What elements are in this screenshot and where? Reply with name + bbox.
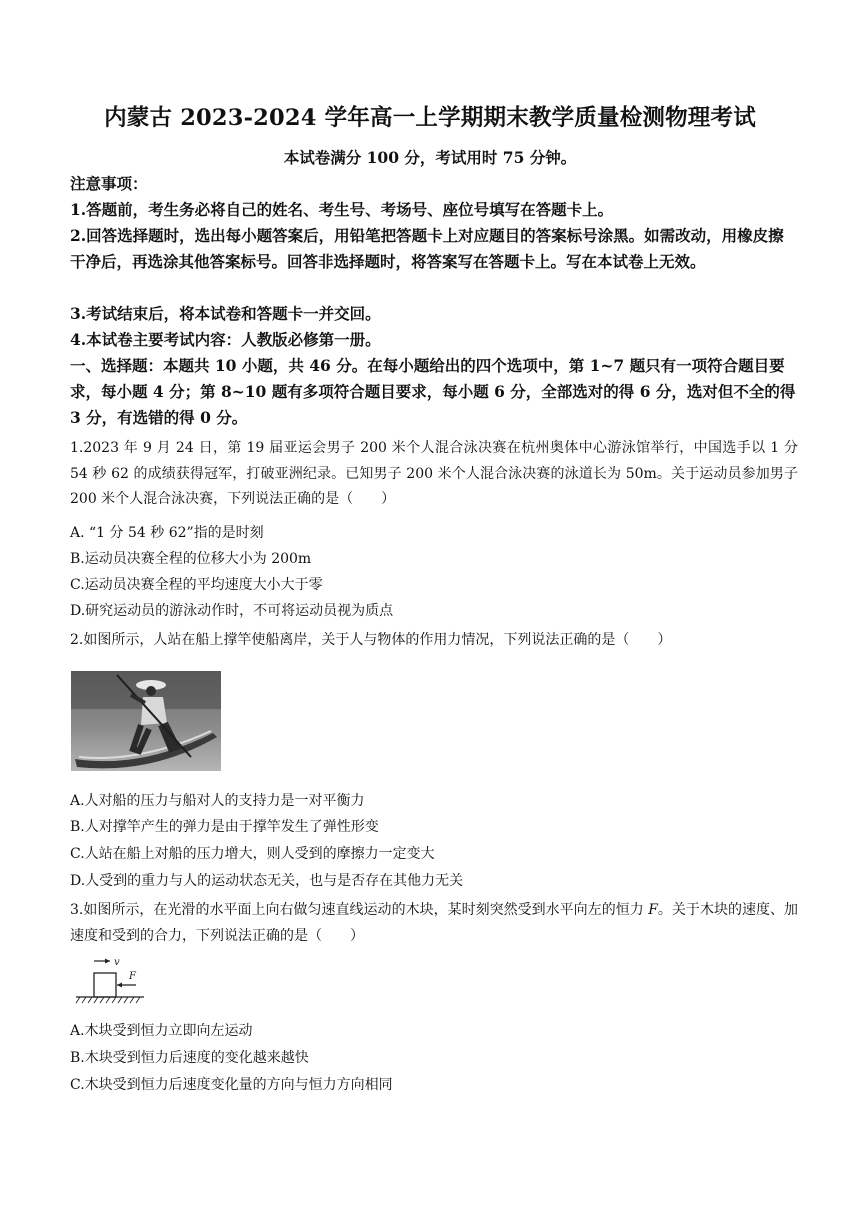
- force-variable: F: [648, 902, 658, 918]
- notice-item-4: 4.本试卷主要考试内容：人教版必修第一册。: [70, 330, 381, 349]
- notice-heading: 注意事项：: [70, 174, 148, 193]
- question-2-option-c: C.人站在船上对船的压力增大，则人受到的摩擦力一定变大: [70, 846, 435, 862]
- question-2-stem: 2.如图所示，人站在船上撑竿使船离岸，关于人与物体的作用力情况，下列说法正确的是（ ）: [70, 632, 672, 648]
- exam-title: 内蒙古 2023-2024 学年高一上学期期末教学质量检测物理考试: [104, 105, 756, 131]
- question-3-stem-start: 3.如图所示，在光滑的水平面上向右做匀速直线运动的木块，某时刻突然受到水平向左的恒力: [70, 902, 649, 918]
- exam-subtitle: 本试卷满分 100 分，考试用时 75 分钟。: [283, 148, 577, 167]
- force-arrowhead: [117, 983, 122, 988]
- notice-item-1: 1.答题前，考生务必将自己的姓名、考生号、考场号、座位号填写在答题卡上。: [70, 200, 614, 219]
- question-3-stem: [70, 898, 798, 949]
- question-3-option-a: A.木块受到恒力立即向左运动: [70, 1023, 253, 1039]
- question-3-option-c: C.木块受到恒力后速度变化量的方向与恒力方向相同: [70, 1077, 393, 1093]
- question-1-option-a: A. “1 分 54 秒 62”指的是时刻: [70, 525, 264, 541]
- question-1-option-c: C.运动员决赛全程的平均速度大小大于零: [70, 577, 323, 593]
- question-3-stem-end: 。关于木块的速度、加速度和受到的合力，下列说法正确的是（ ）: [70, 902, 798, 944]
- block-diagram: [74, 952, 146, 1008]
- notice-item-3: 3.考试结束后，将本试卷和答题卡一并交回。: [70, 304, 381, 323]
- question-3-option-b: B.木块受到恒力后速度的变化越来越快: [70, 1050, 309, 1066]
- section-heading: 一、选择题：本题共 10 小题，共 46 分。在每小题给出的四个选项中，第 1~7 题只有一项符合题目要求，每小题 4 分；第 8~10 题有多项符合题目要求，每小题 6 分，全部选对的得 6 分，选对但不全的得 3 分，有选错的得 0 分。: [70, 356, 796, 427]
- question-2-option-d: D.人受到的重力与人的运动状态无关，也与是否存在其他力无关: [70, 873, 464, 889]
- question-1-option-b: B.运动员决赛全程的位移大小为 200m: [70, 551, 312, 567]
- question-2-option-b: B.人对撑竿产生的弹力是由于撑竿发生了弹性形变: [70, 819, 379, 835]
- wooden-block: [94, 973, 116, 997]
- ground-hatching: [76, 997, 140, 1003]
- velocity-label: v: [114, 957, 120, 968]
- velocity-arrowhead: [105, 959, 110, 964]
- notice-item-2: 2.回答选择题时，选出每小题答案后，用铅笔把答题卡上对应题目的答案标号涂黑。如需改动，用橡皮擦干净后，再选涂其他答案标号。回答非选择题时，将答案写在答题卡上。写在本试卷上无效。: [70, 226, 784, 271]
- force-label: F: [129, 971, 136, 982]
- person-head: [146, 686, 156, 696]
- boat-photo: [71, 671, 221, 771]
- question-2-option-a: A.人对船的压力与船对人的支持力是一对平衡力: [70, 793, 365, 809]
- question-1-option-d: D.研究运动员的游泳动作时，不可将运动员视为质点: [70, 603, 394, 619]
- question-1-stem: 1.2023 年 9 月 24 日，第 19 届亚运会男子 200 米个人混合泳决赛在杭州奥体中心游泳馆举行，中国选手以 1 分 54 秒 62 的成绩获得冠军，打破亚洲纪录。已知男子 200 米个人混合泳决赛的泳道长为 50m。关于运动员参加男子 200 米个人混合泳决赛，下列说法正确的是（ ）: [70, 440, 798, 507]
